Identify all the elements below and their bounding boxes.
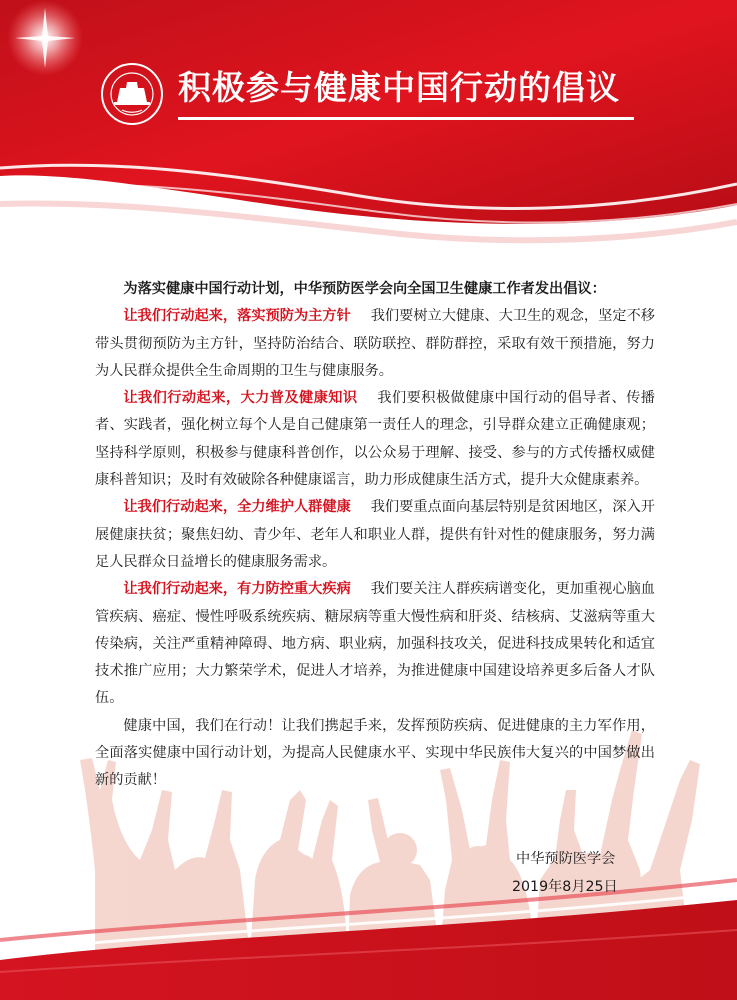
proposal-body [95,276,655,795]
title-underline [178,117,634,120]
intro-paragraph: 为落实健康中国行动计划，中华预防医学会向全国卫生健康工作者发出倡议： [123,281,606,297]
closing-paragraph: 健康中国，我们在行动！让我们携起手来，发挥预防疾病、促进健康的主力军作用，全面落实健康中国行动计划，为提高人民健康水平、实现中华民族伟大复兴的中国梦做出新的贡献！ [95,717,655,789]
paragraph-prevention [95,303,655,385]
paragraph-heading: 让我们行动起来，有力防控重大疾病 [123,581,351,598]
paragraph-population-health [95,494,655,576]
paragraph-heading: 让我们行动起来，全力维护人群健康 [123,499,351,516]
paragraph-text: 我们要积极做健康中国行动的倡导者、传播者、实践者，强化树立每个人是自己健康第一责任人的理念，引导群众建立正确健康观；坚持科学原则，积极参与健康科普创作，以公众易于理解、接受、参与的方式传播权威健康科普知识；及时有效破除各种健康谣言，助力形成健康生活方式，提升大众健康素养。 [95,390,655,489]
paragraph-text: 我们要树立大健康、大卫生的观念，坚定不移带头贯彻预防为主方针，坚持防治结合、联防联控、群防群控，采取有效干预措施，努力为人民群众提供全生命周期的卫生与健康服务。 [95,308,655,379]
paragraph-heading: 让我们行动起来，落实预防为主方针 [123,308,351,325]
society-logo-icon [100,62,164,126]
paragraph-text: 我们要重点面向基层特别是贫困地区，深入开展健康扶贫；聚焦妇幼、青少年、老年人和职业人群，提供有针对性的健康服务，努力满足人民群众日益增长的健康服务需求。 [95,499,655,570]
paragraph-text: 我们要关注人群疾病谱变化，更加重视心脑血管疾病、癌症、慢性呼吸系统疾病、糖尿病等重大慢性病和肝炎、结核病、艾滋病等重大传染病，关注严重精神障碍、地方病、职业病，加强科技攻关，促进科技成果转化和适宜技术推广应用；大力繁荣学术，促进人才培养，为推进健康中国建设培养更多后备人才队伍。 [95,581,655,707]
paragraph-disease-control [95,576,655,712]
signature-date: 2019年8月25日 [512,879,618,895]
signature-org: 中华预防医学会 [516,851,616,867]
page-title: 积极参与健康中国行动的倡议 [178,68,620,107]
paragraph-heading: 让我们行动起来，大力普及健康知识 [123,390,358,407]
paragraph-knowledge [95,385,655,494]
